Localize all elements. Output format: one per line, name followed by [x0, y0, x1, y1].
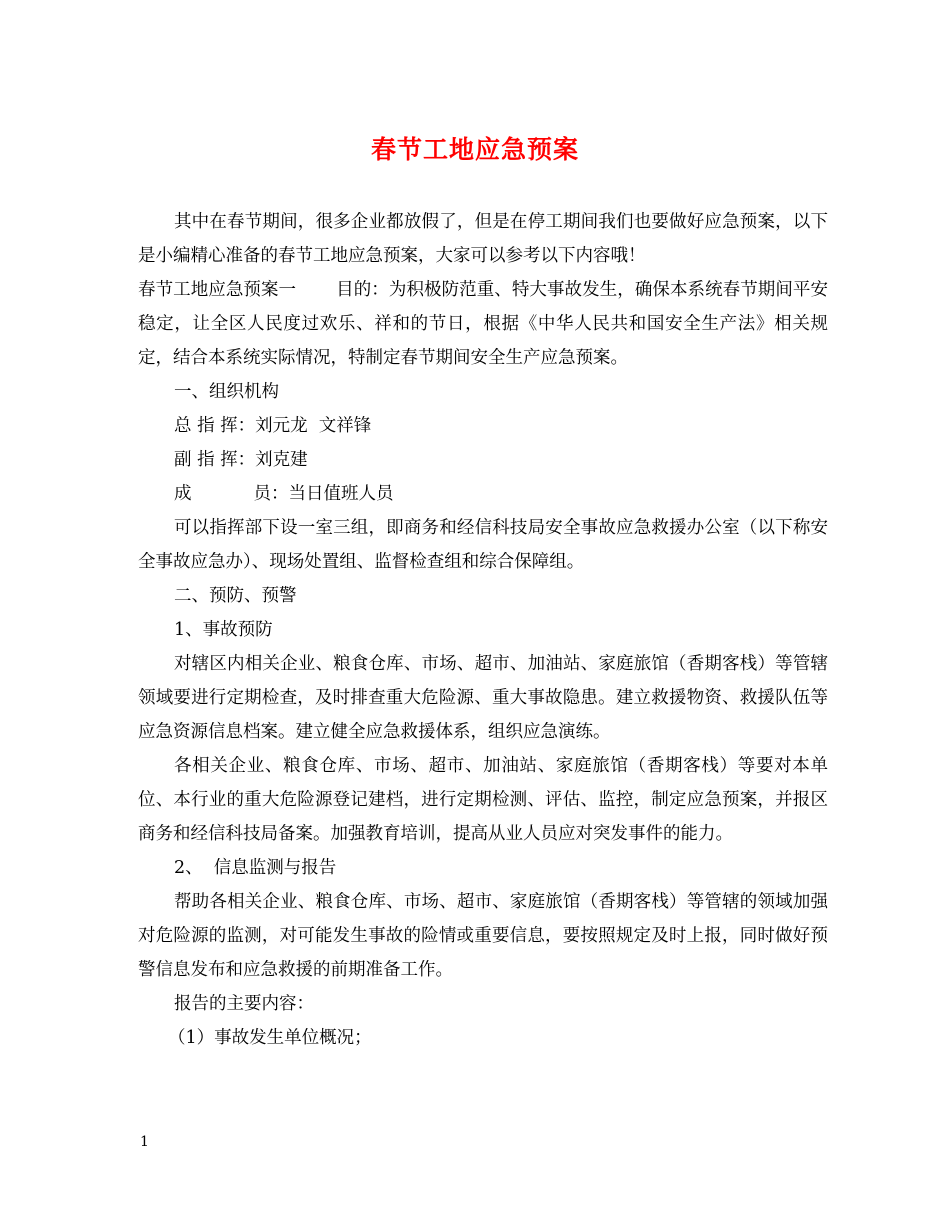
commander-line: 总 指 挥：刘元龙 文祥锋	[174, 416, 372, 436]
member-text: 员：当日值班人员	[253, 484, 394, 504]
heading-monitoring-report: 2、 信息监测与报告	[174, 858, 337, 878]
document-title: 春节工地应急预案	[370, 135, 579, 164]
vice-commander-line: 副 指 挥：刘克建	[174, 450, 308, 470]
purpose-paragraph	[138, 273, 828, 375]
monitoring-paragraph: 帮助各相关企业、粮食仓库、市场、超市、家庭旅馆（香期客栈）等管辖的领域加强对危险源的监测，对可能发生事故的险情或重要信息，要按照规定及时上报，同时做好预警信息发布和应急救援的前期准备工作。	[138, 892, 828, 980]
heading-organization: 一、组织机构	[174, 382, 279, 402]
document-body	[138, 205, 828, 1055]
section-label: 春节工地应急预案一	[138, 280, 297, 300]
page-number: 1	[140, 1134, 149, 1150]
heading-prevention-warning: 二、预防、预警	[174, 586, 297, 606]
report-contents-label: 报告的主要内容：	[174, 994, 314, 1014]
intro-paragraph: 其中在春节期间，很多企业都放假了，但是在停工期间我们也要做好应急预案，以下是小编精心准备的春节工地应急预案，大家可以参考以下内容哦！	[138, 212, 828, 266]
purpose-text: 目的：为积极防范重、特大事故发生，确保本系统春节期间平安稳定，让全区人民度过欢乐、祥和的节日，根据《中华人民共和国安全生产法》相关规定，结合本系统实际情况，特制定春节期间安全生产应急预案。	[138, 280, 828, 368]
report-item-1: （1）事故发生单位概况；	[168, 1028, 372, 1048]
member-line	[138, 477, 828, 511]
prevention-paragraph-2: 各相关企业、粮食仓库、市场、超市、加油站、家庭旅馆（香期客栈）等要对本单位、本行业的重大危险源登记建档，进行定期检测、评估、监控，制定应急预案，并报区商务和经信科技局备案。加强教育培训，提高从业人员应对突发事件的能力。	[138, 756, 828, 844]
heading-accident-prevention: 1、事故预防	[174, 620, 273, 640]
organization-paragraph: 可以指挥部下设一室三组，即商务和经信科技局安全事故应急救援办公室（以下称安全事故应急办）、现场处置组、监督检查组和综合保障组。	[138, 518, 828, 572]
prevention-paragraph-1: 对辖区内相关企业、粮食仓库、市场、超市、加油站、家庭旅馆（香期客栈）等管辖领域要进行定期检查，及时排查重大危险源、重大事故隐患。建立救援物资、救援队伍等应急资源信息档案。建立健全应急救援体系，组织应急演练。	[138, 654, 828, 742]
member-label: 成	[174, 484, 192, 504]
